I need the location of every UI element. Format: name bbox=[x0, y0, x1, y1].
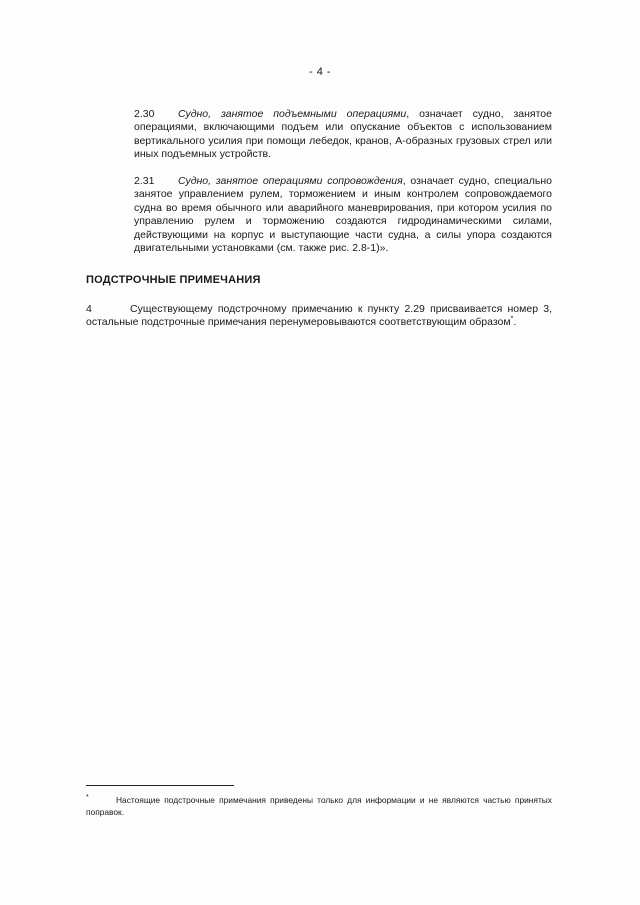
defined-term: Судно, занятое операциями сопровождения bbox=[178, 175, 403, 187]
paragraph-number: 2.30 bbox=[134, 108, 155, 120]
footnote-separator bbox=[86, 785, 234, 786]
paragraph-4 bbox=[86, 303, 552, 330]
paragraph-text: , означает судно, занятое операциями, включающими подъем или опускание объектов с использованием вертикального усилия при помощи лебедок, кранов, А-образных грузовых стрел или иных подъемных устройств. bbox=[134, 108, 552, 161]
paragraph-2-31 bbox=[134, 175, 552, 255]
page-number: - 4 - bbox=[308, 66, 332, 78]
paragraph-end: . bbox=[513, 316, 517, 329]
paragraph-text: Существующему подстрочному примечанию к пункту 2.29 присваивается номер 3, остальные подстрочные примечания перенумеровываются соответствующим образом bbox=[86, 303, 552, 329]
section-heading: ПОДСТРОЧНЫЕ ПРИМЕЧАНИЯ bbox=[86, 274, 261, 286]
footnote-reference: * bbox=[510, 315, 514, 323]
footnote: * Настоящие подстрочные примечания приведены только для информации и не являются частью принятых поправок. bbox=[86, 794, 552, 817]
footnote-text: Настоящие подстрочные примечания приведены только для информации и не являются частью принятых поправок. bbox=[86, 795, 552, 817]
defined-term: Судно, занятое подъемными операциями bbox=[178, 108, 407, 120]
paragraph-number: 2.31 bbox=[134, 175, 155, 187]
paragraph-number: 4 bbox=[86, 303, 92, 315]
paragraph-text: , означает судно, специально занятое управлением рулем, торможением и иным контролем сопровождаемого судна во время обычного или аварийного маневрирования, при котором усилия по управлению рулем и торможению создаются гидродинамическими силами, действующими на корпус и выступающие части судна, а силы упора создаются двигательными установками (см. также рис. 2.8-1)». bbox=[134, 175, 552, 255]
paragraph-2-30 bbox=[134, 108, 552, 162]
